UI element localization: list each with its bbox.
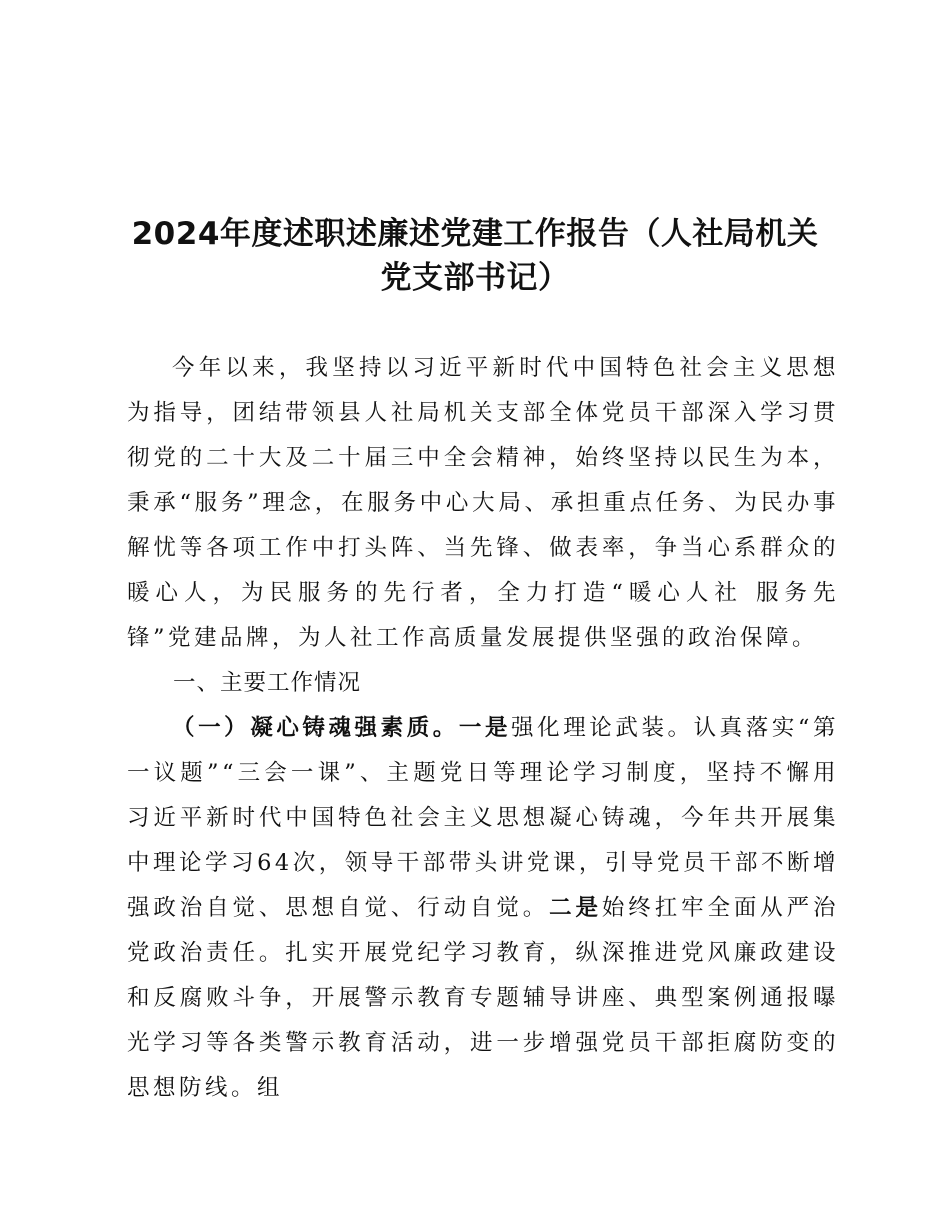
lead-marker-second: 二是	[549, 895, 602, 921]
document-title: 2024年度述职述廉述党建工作报告（人社局机关党支部书记）	[131, 216, 819, 296]
section-heading: 一、主要工作情况	[173, 670, 362, 696]
intro-paragraph: 今年以来，我坚持以习近平新时代中国特色社会主义思想为指导，团结带领县人社局机关支部全体党员干部深入学习贯彻党的二十大及二十届三中全会精神，始终坚持以民生为本，秉承“服务”理念，在服务中心大局、承担重点任务、为民办事解忧等各项工作中打头阵、当先锋、做表率，争当心系群众的暖心人，为民服务的先行者，全力打造“暖心人社 服务先锋”党建品牌，为人社工作高质量发展提供坚强的政治保障。	[127, 355, 839, 651]
subsection-heading: （一）凝心铸魂强素质。	[172, 715, 459, 741]
lead-marker-first: 一是	[458, 715, 512, 741]
subsection-paragraph	[127, 706, 839, 1111]
subsection-text-second: 始终扛牢全面从严治党政治责任。扎实开展党纪学习教育，纵深推进党风廉政建设和反腐败斗争，开展警示教育专题辅导讲座、典型案例通报曝光学习等各类警示教育活动，进一步增强党员干部拒腐防变的思想防线。组	[127, 895, 839, 1101]
document-body	[127, 346, 839, 1111]
subsection-text-first: 强化理论武装。认真落实“第一议题”“三会一课”、主题党日等理论学习制度，坚持不懈用习近平新时代中国特色社会主义思想凝心铸魂，今年共开展集中理论学习64次，领导干部带头讲党课，引导党员干部不断增强政治自觉、思想自觉、行动自觉。	[127, 715, 839, 921]
